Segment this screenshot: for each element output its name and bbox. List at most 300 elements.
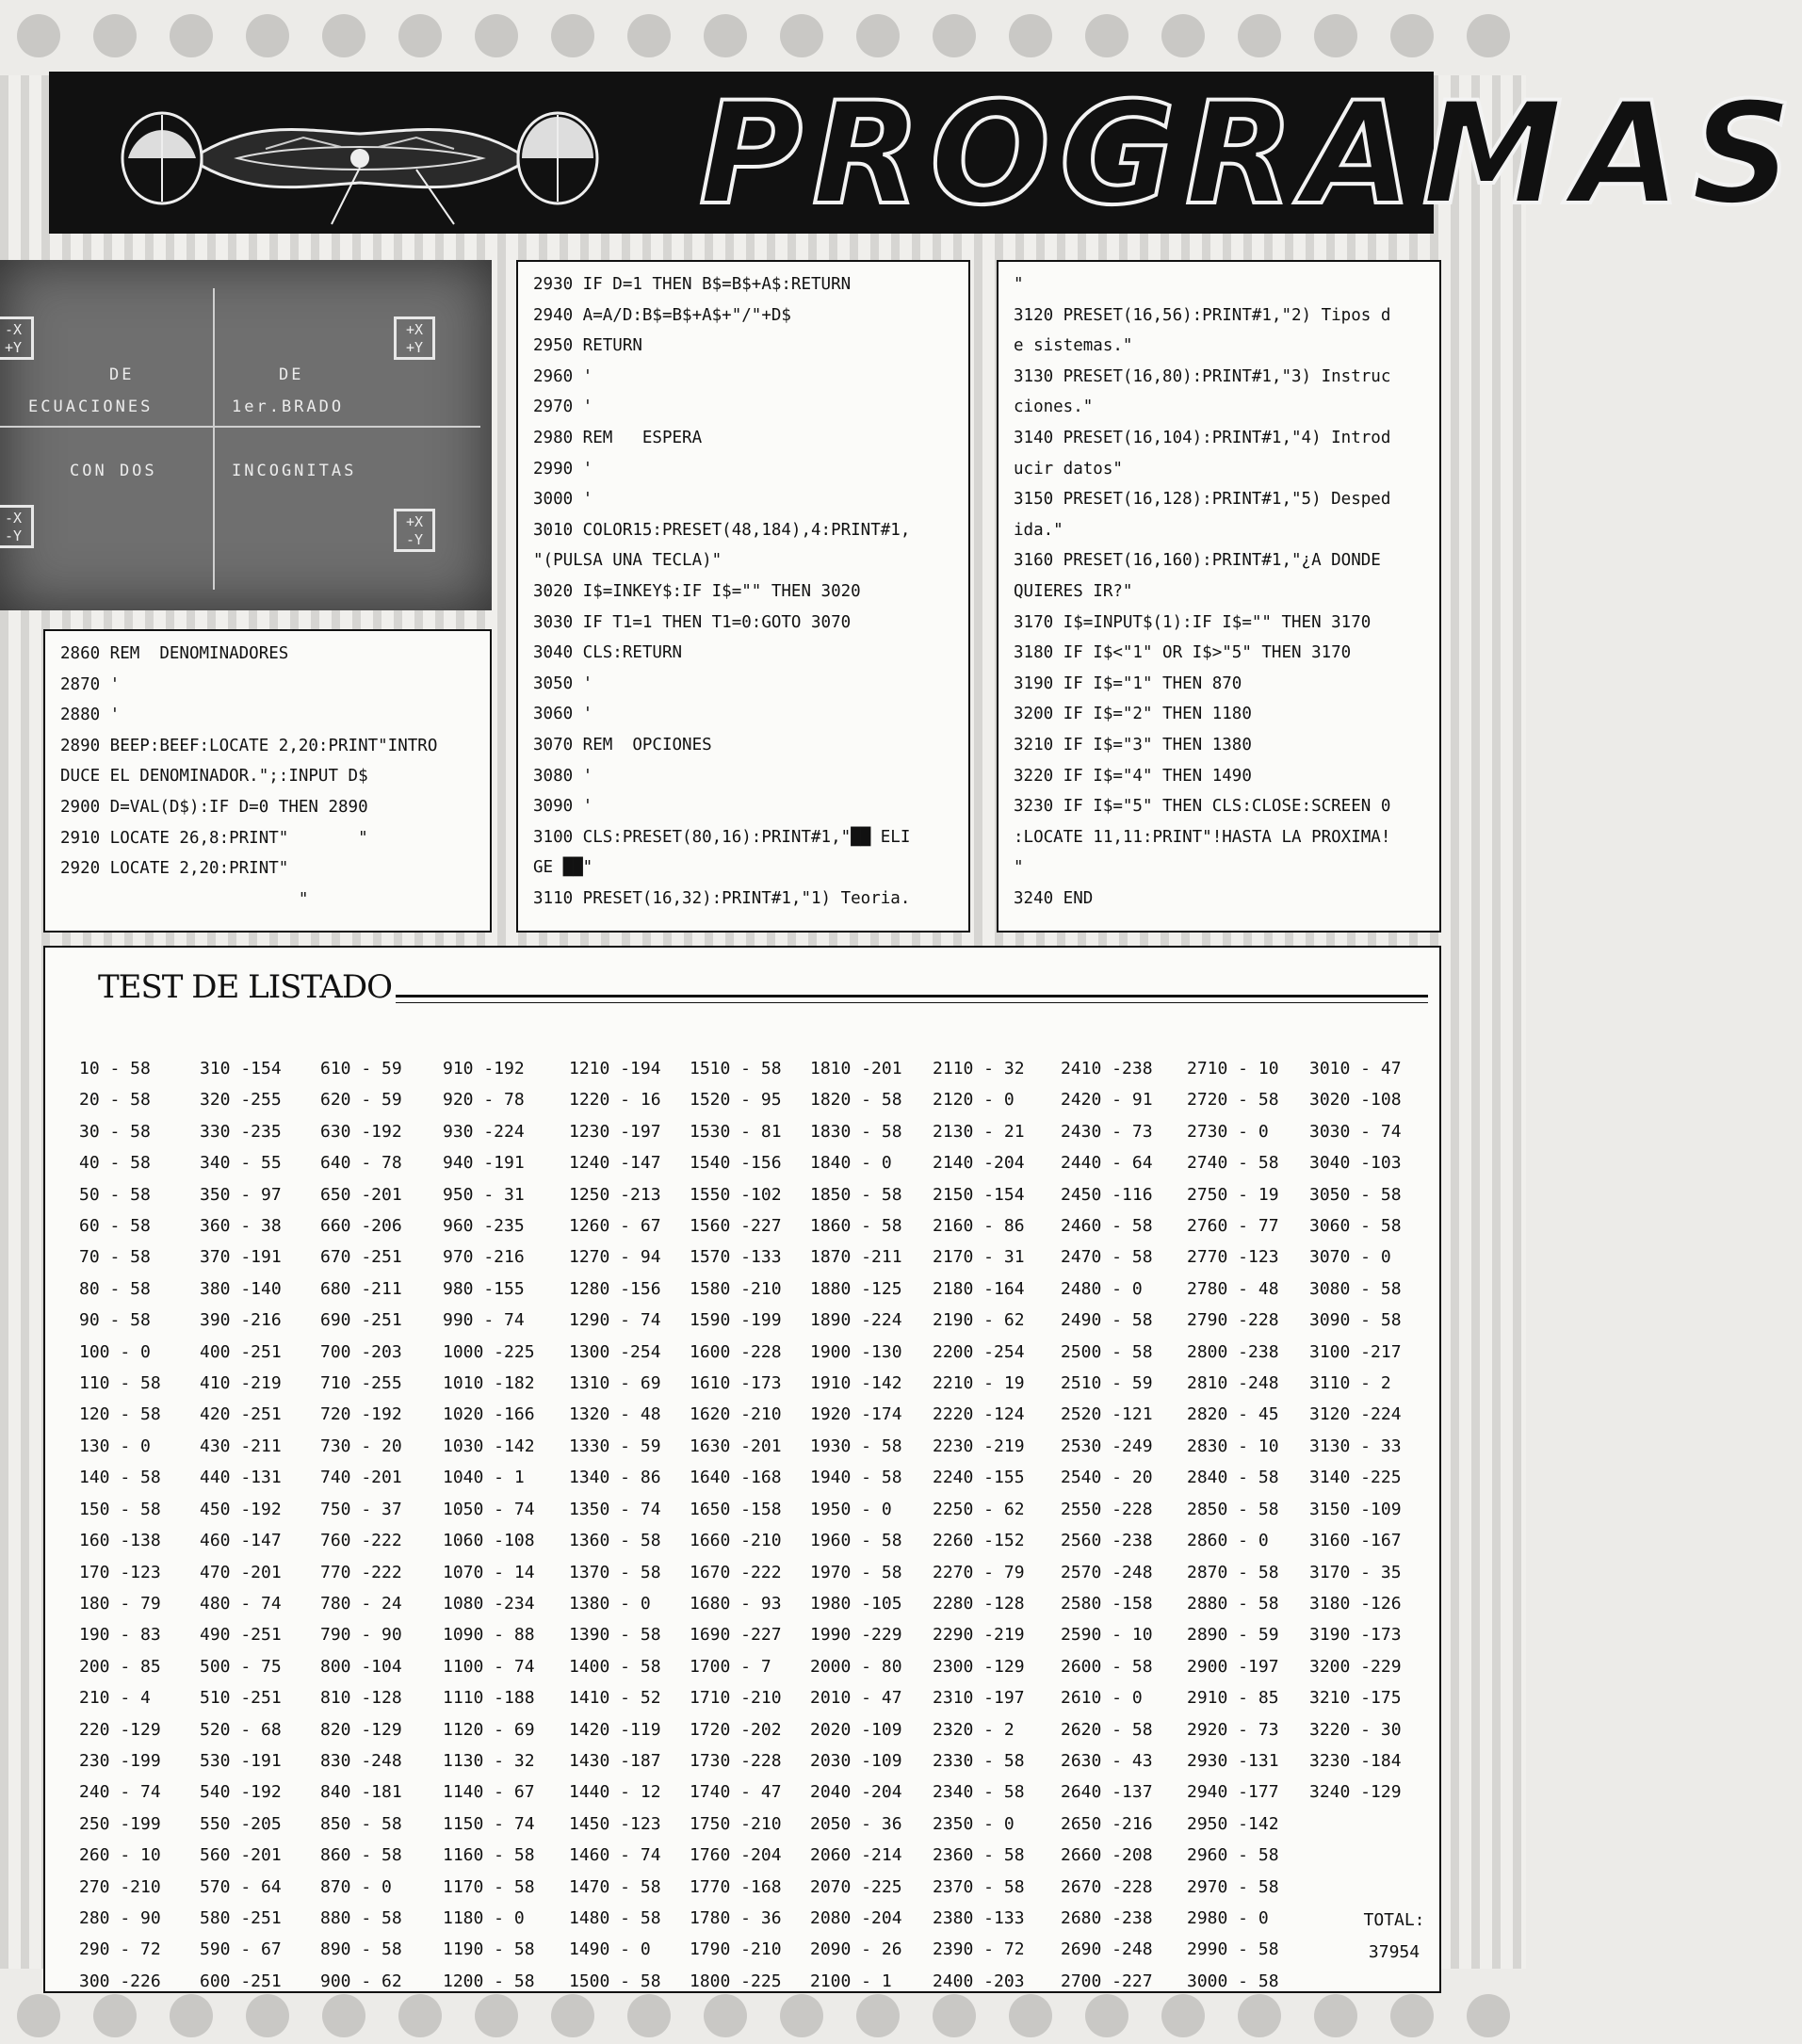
checksum-entry: 1400 - 58 bbox=[569, 1656, 661, 1677]
checksum-entry: 150 - 58 bbox=[79, 1499, 161, 1519]
checksum-entry: 1030 -142 bbox=[443, 1436, 535, 1456]
checksum-entry: 1570 -133 bbox=[690, 1247, 782, 1268]
checksum-entry: 850 - 58 bbox=[320, 1813, 402, 1834]
checksum-entry: 540 -192 bbox=[200, 1782, 282, 1803]
checksum-column bbox=[690, 1053, 818, 1997]
code-line: 3240 END bbox=[1014, 888, 1094, 908]
checksum-entry: 400 -251 bbox=[200, 1341, 282, 1362]
checksum-entry: 390 -216 bbox=[200, 1310, 282, 1331]
checksum-entry: 270 -210 bbox=[79, 1876, 161, 1897]
checksum-entry: 1970 - 58 bbox=[810, 1562, 902, 1582]
checksum-entry: 120 - 58 bbox=[79, 1404, 161, 1425]
code-line: 2950 RETURN bbox=[533, 336, 642, 356]
checksum-entry: 890 - 58 bbox=[320, 1939, 402, 1960]
checksum-entry: 690 -251 bbox=[320, 1310, 402, 1331]
checksum-entry: 1720 -202 bbox=[690, 1719, 782, 1740]
checksum-entry: 440 -131 bbox=[200, 1468, 282, 1488]
page-title: PROGRAMAS bbox=[699, 73, 1802, 236]
checksum-entry: 1090 - 88 bbox=[443, 1625, 535, 1646]
checksum-entry: 2870 - 58 bbox=[1187, 1562, 1279, 1582]
checksum-entry: 2370 - 58 bbox=[933, 1876, 1025, 1897]
code-line: 3070 REM OPCIONES bbox=[533, 735, 712, 754]
checksum-entry: 1370 - 58 bbox=[569, 1562, 661, 1582]
checksum-entry: 330 -235 bbox=[200, 1121, 282, 1142]
code-line: :LOCATE 11,11:PRINT"!HASTA LA PROXIMA! bbox=[1014, 827, 1391, 847]
code-line: 3220 IF I$="4" THEN 1490 bbox=[1014, 766, 1252, 786]
checksum-entry: 2930 -131 bbox=[1187, 1750, 1279, 1771]
code-line: 3190 IF I$="1" THEN 870 bbox=[1014, 673, 1242, 693]
checksum-entry: 920 - 78 bbox=[443, 1090, 525, 1111]
checksum-entry: 1700 - 7 bbox=[690, 1656, 771, 1677]
checksum-entry: 2490 - 58 bbox=[1061, 1310, 1153, 1331]
checksum-entry: 360 - 38 bbox=[200, 1216, 282, 1237]
checksum-entry: 1540 -156 bbox=[690, 1153, 782, 1174]
checksum-entry: 3230 -184 bbox=[1309, 1750, 1402, 1771]
checksum-entry: 3030 - 74 bbox=[1309, 1121, 1402, 1142]
checksum-column bbox=[200, 1053, 328, 1997]
checksum-entry: 410 -219 bbox=[200, 1373, 282, 1394]
code-line: DUCE EL DENOMINADOR.";:INPUT D$ bbox=[60, 767, 368, 787]
code-line: 2900 D=VAL(D$):IF D=0 THEN 2890 bbox=[60, 797, 368, 817]
checksum-entry: 2740 - 58 bbox=[1187, 1153, 1279, 1174]
checksum-entry: 1960 - 58 bbox=[810, 1531, 902, 1551]
checksum-entry: 2030 -109 bbox=[810, 1750, 902, 1771]
checksum-entry: 1330 - 59 bbox=[569, 1436, 661, 1456]
checksum-entry: 1070 - 14 bbox=[443, 1562, 535, 1582]
checksum-entry: 620 - 59 bbox=[320, 1090, 402, 1111]
checksum-entry: 1710 -210 bbox=[690, 1688, 782, 1709]
checksum-entry: 2090 - 26 bbox=[810, 1939, 902, 1960]
checksum-entry: 2380 -133 bbox=[933, 1907, 1025, 1928]
checksum-entry: 1410 - 52 bbox=[569, 1688, 661, 1709]
checksum-entry: 500 - 75 bbox=[200, 1656, 282, 1677]
checksum-entry: 280 - 90 bbox=[79, 1907, 161, 1928]
code-line: 3200 IF I$="2" THEN 1180 bbox=[1014, 705, 1252, 724]
checksum-entry: 3100 -217 bbox=[1309, 1341, 1402, 1362]
checksum-entry: 310 -154 bbox=[200, 1059, 282, 1079]
checksum-entry: 2230 -219 bbox=[933, 1436, 1025, 1456]
code-line: 3060 ' bbox=[533, 705, 593, 724]
checksum-entry: 1860 - 58 bbox=[810, 1216, 902, 1237]
checksum-entry: 2580 -158 bbox=[1061, 1593, 1153, 1614]
checksum-entry: 1950 - 0 bbox=[810, 1499, 892, 1519]
spaceship-logo-icon bbox=[115, 92, 605, 224]
checksum-entry: 3010 - 47 bbox=[1309, 1059, 1402, 1079]
checksum-entry: 1610 -173 bbox=[690, 1373, 782, 1394]
checksum-entry: 1800 -225 bbox=[690, 1971, 782, 1991]
checksum-entry: 2680 -238 bbox=[1061, 1907, 1153, 1928]
checksum-entry: 3020 -108 bbox=[1309, 1090, 1402, 1111]
checksum-entry: 3220 - 30 bbox=[1309, 1719, 1402, 1740]
checksum-entry: 2310 -197 bbox=[933, 1688, 1025, 1709]
checksum-entry: 1640 -168 bbox=[690, 1468, 782, 1488]
checksum-entry: 2010 - 47 bbox=[810, 1688, 902, 1709]
checksum-entry: 1990 -229 bbox=[810, 1625, 902, 1646]
checksum-entry: 2970 - 58 bbox=[1187, 1876, 1279, 1897]
checksum-entry: 1450 -123 bbox=[569, 1813, 661, 1834]
checksum-entry: 1020 -166 bbox=[443, 1404, 535, 1425]
checksum-entry: 2500 - 58 bbox=[1061, 1341, 1153, 1362]
code-line: GE ██" bbox=[533, 858, 593, 878]
total-value: 37954 bbox=[1368, 1942, 1420, 1962]
checksum-entry: 2960 - 58 bbox=[1187, 1845, 1279, 1866]
checksum-entry: 230 -199 bbox=[79, 1750, 161, 1771]
checksum-entry: 370 -191 bbox=[200, 1247, 282, 1268]
checksum-entry: 2330 - 58 bbox=[933, 1750, 1025, 1771]
code-line: 2930 IF D=1 THEN B$=B$+A$:RETURN bbox=[533, 275, 852, 294]
checksum-entry: 600 -251 bbox=[200, 1971, 282, 1991]
checksum-entry: 1390 - 58 bbox=[569, 1625, 661, 1646]
checksum-entry: 3110 - 2 bbox=[1309, 1373, 1391, 1394]
code-line: 2970 ' bbox=[533, 397, 593, 417]
checksum-entry: 650 -201 bbox=[320, 1184, 402, 1205]
checksum-entry: 1830 - 58 bbox=[810, 1121, 902, 1142]
checksum-entry: 3070 - 0 bbox=[1309, 1247, 1391, 1268]
checksum-entry: 1440 - 12 bbox=[569, 1782, 661, 1803]
checksum-entry: 2290 -219 bbox=[933, 1625, 1025, 1646]
checksum-entry: 2080 -204 bbox=[810, 1907, 902, 1928]
checksum-entry: 1660 -210 bbox=[690, 1531, 782, 1551]
checksum-column bbox=[933, 1053, 1061, 1997]
checksum-entry: 3090 - 58 bbox=[1309, 1310, 1402, 1331]
checksum-entry: 3150 -109 bbox=[1309, 1499, 1402, 1519]
code-line: 2870 ' bbox=[60, 674, 121, 694]
program-screenshot bbox=[0, 260, 492, 610]
code-line: 3110 PRESET(16,32):PRINT#1,"1) Teoria. bbox=[533, 888, 911, 908]
checksum-entry: 990 - 74 bbox=[443, 1310, 525, 1331]
checksum-entry: 2150 -154 bbox=[933, 1184, 1025, 1205]
checksum-entry: 1590 -199 bbox=[690, 1310, 782, 1331]
checksum-entry: 2560 -238 bbox=[1061, 1531, 1153, 1551]
checksum-entry: 430 -211 bbox=[200, 1436, 282, 1456]
checksum-entry: 3060 - 58 bbox=[1309, 1216, 1402, 1237]
checksum-entry: 2480 - 0 bbox=[1061, 1278, 1143, 1299]
checksum-column bbox=[443, 1053, 571, 1997]
checksum-entry: 1600 -228 bbox=[690, 1341, 782, 1362]
checksum-entry: 3180 -126 bbox=[1309, 1593, 1402, 1614]
code-line: 3020 I$=INKEY$:IF I$="" THEN 3020 bbox=[533, 581, 861, 601]
code-line: 3030 IF T1=1 THEN T1=0:GOTO 3070 bbox=[533, 612, 852, 632]
checksum-entry: 1250 -213 bbox=[569, 1184, 661, 1205]
checksum-entry: 170 -123 bbox=[79, 1562, 161, 1582]
checksum-entry: 680 -211 bbox=[320, 1278, 402, 1299]
code-line: "(PULSA UNA TECLA)" bbox=[533, 551, 722, 571]
checksum-entry: 1520 - 95 bbox=[690, 1090, 782, 1111]
checksum-entry: 970 -216 bbox=[443, 1247, 525, 1268]
checksum-entry: 2280 -128 bbox=[933, 1593, 1025, 1614]
code-line: 2920 LOCATE 2,20:PRINT" bbox=[60, 859, 289, 879]
checksum-entry: 2270 - 79 bbox=[933, 1562, 1025, 1582]
code-line: 2940 A=A/D:B$=B$+A$+"/"+D$ bbox=[533, 305, 791, 325]
checksum-entry: 2920 - 73 bbox=[1187, 1719, 1279, 1740]
checksum-entry: 780 - 24 bbox=[320, 1593, 402, 1614]
checksum-entry: 820 -129 bbox=[320, 1719, 402, 1740]
checksum-entry: 660 -206 bbox=[320, 1216, 402, 1237]
code-line: 3160 PRESET(16,160):PRINT#1,"¿A DONDE bbox=[1014, 551, 1381, 571]
checksum-entry: 1060 -108 bbox=[443, 1531, 535, 1551]
checksum-entry: 470 -201 bbox=[200, 1562, 282, 1582]
code-line: 2880 ' bbox=[60, 706, 121, 725]
checksum-entry: 2050 - 36 bbox=[810, 1813, 902, 1834]
checksum-entry: 940 -191 bbox=[443, 1153, 525, 1174]
punch-holes-top bbox=[0, 8, 1526, 64]
checksum-entry: 2840 - 58 bbox=[1187, 1468, 1279, 1488]
checksum-entry: 1630 -201 bbox=[690, 1436, 782, 1456]
checksum-entry: 860 - 58 bbox=[320, 1845, 402, 1866]
checksum-entry: 3210 -175 bbox=[1309, 1688, 1402, 1709]
code-line: 3080 ' bbox=[533, 766, 593, 786]
total-box bbox=[1356, 1905, 1432, 1969]
checksum-entry: 1690 -227 bbox=[690, 1625, 782, 1646]
checksum-column bbox=[1309, 1053, 1437, 1809]
checksum-entry: 2390 - 72 bbox=[933, 1939, 1025, 1960]
checksum-entry: 1150 - 74 bbox=[443, 1813, 535, 1834]
screen-label: ECUACIONES bbox=[28, 397, 154, 416]
code-line: " bbox=[1014, 275, 1024, 294]
checksum-entry: 1780 - 36 bbox=[690, 1907, 782, 1928]
total-label: TOTAL: bbox=[1363, 1910, 1425, 1930]
checksum-entry: 1430 -187 bbox=[569, 1750, 661, 1771]
checksum-entry: 3170 - 35 bbox=[1309, 1562, 1402, 1582]
checksum-entry: 1170 - 58 bbox=[443, 1876, 535, 1897]
checksum-entry: 2160 - 86 bbox=[933, 1216, 1025, 1237]
checksum-entry: 290 - 72 bbox=[79, 1939, 161, 1960]
checksum-entry: 2910 - 85 bbox=[1187, 1688, 1279, 1709]
checksum-entry: 840 -181 bbox=[320, 1782, 402, 1803]
checksum-entry: 1900 -130 bbox=[810, 1341, 902, 1362]
code-listing-3 bbox=[997, 260, 1441, 933]
checksum-entry: 110 - 58 bbox=[79, 1373, 161, 1394]
checksum-entry: 2940 -177 bbox=[1187, 1782, 1279, 1803]
checksum-entry: 960 -235 bbox=[443, 1216, 525, 1237]
checksum-entry: 1470 - 58 bbox=[569, 1876, 661, 1897]
checksum-entry: 1730 -228 bbox=[690, 1750, 782, 1771]
checksum-entry: 700 -203 bbox=[320, 1341, 402, 1362]
checksum-entry: 1820 - 58 bbox=[810, 1090, 902, 1111]
code-line: 2980 REM ESPERA bbox=[533, 428, 703, 447]
checksum-entry: 2460 - 58 bbox=[1061, 1216, 1153, 1237]
code-line: " bbox=[1014, 858, 1024, 878]
code-line: 3180 IF I$<"1" OR I$>"5" THEN 3170 bbox=[1014, 643, 1352, 663]
checksum-entry: 2610 - 0 bbox=[1061, 1688, 1143, 1709]
checksum-entry: 2830 - 10 bbox=[1187, 1436, 1279, 1456]
checksum-entry: 210 - 4 bbox=[79, 1688, 151, 1709]
checksum-entry: 1620 -210 bbox=[690, 1404, 782, 1425]
checksum-entry: 2260 -152 bbox=[933, 1531, 1025, 1551]
code-line: 3230 IF I$="5" THEN CLS:CLOSE:SCREEN 0 bbox=[1014, 797, 1391, 817]
checksum-entry: 930 -224 bbox=[443, 1121, 525, 1142]
checksum-entry: 3130 - 33 bbox=[1309, 1436, 1402, 1456]
checksum-entry: 2360 - 58 bbox=[933, 1845, 1025, 1866]
checksum-entry: 740 -201 bbox=[320, 1468, 402, 1488]
checksum-entry: 2020 -109 bbox=[810, 1719, 902, 1740]
code-line: 2910 LOCATE 26,8:PRINT" " bbox=[60, 828, 368, 848]
checksum-entry: 2130 - 21 bbox=[933, 1121, 1025, 1142]
xy-box-right-top: +X +Y bbox=[394, 316, 435, 360]
checksum-entry: 1770 -168 bbox=[690, 1876, 782, 1897]
checksum-entry: 2400 -203 bbox=[933, 1971, 1025, 1991]
checksum-entry: 480 - 74 bbox=[200, 1593, 282, 1614]
checksum-entry: 1840 - 0 bbox=[810, 1153, 892, 1174]
checksum-entry: 1850 - 58 bbox=[810, 1184, 902, 1205]
checksum-entry: 800 -104 bbox=[320, 1656, 402, 1677]
xy-box-right-bottom: +X -Y bbox=[394, 509, 435, 552]
checksum-column bbox=[1187, 1053, 1315, 1997]
checksum-entry: 1000 -225 bbox=[443, 1341, 535, 1362]
checksum-entry: 2100 - 1 bbox=[810, 1971, 892, 1991]
checksum-entry: 2750 - 19 bbox=[1187, 1184, 1279, 1205]
screen-label: INCOGNITAS bbox=[232, 462, 357, 480]
checksum-entry: 910 -192 bbox=[443, 1059, 525, 1079]
checksum-entry: 2550 -228 bbox=[1061, 1499, 1153, 1519]
code-line: " bbox=[60, 889, 309, 909]
checksum-entry: 1460 - 74 bbox=[569, 1845, 661, 1866]
checksum-column bbox=[569, 1053, 697, 1997]
checksum-entry: 2340 - 58 bbox=[933, 1782, 1025, 1803]
checksum-entry: 2000 - 80 bbox=[810, 1656, 902, 1677]
code-line: 3210 IF I$="3" THEN 1380 bbox=[1014, 735, 1252, 754]
checksum-entry: 870 - 0 bbox=[320, 1876, 392, 1897]
checksum-entry: 2220 -124 bbox=[933, 1404, 1025, 1425]
checksum-entry: 2540 - 20 bbox=[1061, 1468, 1153, 1488]
checksum-entry: 2710 - 10 bbox=[1187, 1059, 1279, 1079]
code-line: 2860 REM DENOMINADORES bbox=[60, 644, 289, 663]
code-line: 3000 ' bbox=[533, 490, 593, 510]
checksum-entry: 2900 -197 bbox=[1187, 1656, 1279, 1677]
screen-label: 1er.BRADO bbox=[232, 397, 345, 416]
checksum-entry: 3080 - 58 bbox=[1309, 1278, 1402, 1299]
checksum-column bbox=[320, 1053, 448, 1997]
code-line: ida." bbox=[1014, 520, 1063, 540]
checksum-entry: 2600 - 58 bbox=[1061, 1656, 1153, 1677]
code-line: 3150 PRESET(16,128):PRINT#1,"5) Desped bbox=[1014, 490, 1391, 510]
code-line: 2890 BEEP:BEEF:LOCATE 2,20:PRINT"INTRO bbox=[60, 736, 438, 755]
checksum-entry: 1810 -201 bbox=[810, 1059, 902, 1079]
code-line: e sistemas." bbox=[1014, 336, 1133, 356]
checksum-entry: 630 -192 bbox=[320, 1121, 402, 1142]
checksum-entry: 570 - 64 bbox=[200, 1876, 282, 1897]
checksum-entry: 880 - 58 bbox=[320, 1907, 402, 1928]
checksum-entry: 2880 - 58 bbox=[1187, 1593, 1279, 1614]
checksum-entry: 2620 - 58 bbox=[1061, 1719, 1153, 1740]
checksum-column bbox=[810, 1053, 938, 1997]
checksum-entry: 550 -205 bbox=[200, 1813, 282, 1834]
checksum-entry: 1050 - 74 bbox=[443, 1499, 535, 1519]
checksum-entry: 2200 -254 bbox=[933, 1341, 1025, 1362]
checksum-entry: 2520 -121 bbox=[1061, 1404, 1153, 1425]
checksum-entry: 50 - 58 bbox=[79, 1184, 151, 1205]
checksum-entry: 1790 -210 bbox=[690, 1939, 782, 1960]
checksum-entry: 2650 -216 bbox=[1061, 1813, 1153, 1834]
checksum-entry: 250 -199 bbox=[79, 1813, 161, 1834]
checksum-entry: 810 -128 bbox=[320, 1688, 402, 1709]
test-de-listado bbox=[43, 946, 1441, 1993]
screen-label: DE bbox=[109, 365, 135, 384]
code-line: 2960 ' bbox=[533, 366, 593, 386]
checksum-entry: 590 - 67 bbox=[200, 1939, 282, 1960]
checksum-entry: 2640 -137 bbox=[1061, 1782, 1153, 1803]
checksum-entry: 2070 -225 bbox=[810, 1876, 902, 1897]
xy-box-left-top: -X +Y bbox=[0, 316, 34, 360]
checksum-entry: 1140 - 67 bbox=[443, 1782, 535, 1803]
checksum-entry: 2950 -142 bbox=[1187, 1813, 1279, 1834]
checksum-entry: 2440 - 64 bbox=[1061, 1153, 1153, 1174]
checksum-entry: 1180 - 0 bbox=[443, 1907, 525, 1928]
checksum-entry: 1080 -234 bbox=[443, 1593, 535, 1614]
code-line: 2990 ' bbox=[533, 459, 593, 479]
checksum-entry: 450 -192 bbox=[200, 1499, 282, 1519]
code-line: QUIERES IR?" bbox=[1014, 581, 1133, 601]
checksum-entry: 220 -129 bbox=[79, 1719, 161, 1740]
checksum-entry: 300 -226 bbox=[79, 1971, 161, 1991]
checksum-entry: 1230 -197 bbox=[569, 1121, 661, 1142]
checksum-entry: 130 - 0 bbox=[79, 1436, 151, 1456]
checksum-entry: 2890 - 59 bbox=[1187, 1625, 1279, 1646]
checksum-entry: 1550 -102 bbox=[690, 1184, 782, 1205]
checksum-entry: 40 - 58 bbox=[79, 1153, 151, 1174]
checksum-entry: 10 - 58 bbox=[79, 1059, 151, 1079]
checksum-entry: 2810 -248 bbox=[1187, 1373, 1279, 1394]
checksum-entry: 2720 - 58 bbox=[1187, 1090, 1279, 1111]
checksum-entry: 2790 -228 bbox=[1187, 1310, 1279, 1331]
checksum-entry: 2670 -228 bbox=[1061, 1876, 1153, 1897]
checksum-entry: 3240 -129 bbox=[1309, 1782, 1402, 1803]
checksum-entry: 2660 -208 bbox=[1061, 1845, 1153, 1866]
checksum-entry: 3050 - 58 bbox=[1309, 1184, 1402, 1205]
code-listing-2 bbox=[516, 260, 970, 933]
checksum-entry: 1880 -125 bbox=[810, 1278, 902, 1299]
checksum-entry: 1200 - 58 bbox=[443, 1971, 535, 1991]
checksum-entry: 2700 -227 bbox=[1061, 1971, 1153, 1991]
checksum-entry: 2770 -123 bbox=[1187, 1247, 1279, 1268]
checksum-entry: 1160 - 58 bbox=[443, 1845, 535, 1866]
checksum-entry: 3160 -167 bbox=[1309, 1531, 1402, 1551]
checksum-entry: 2320 - 2 bbox=[933, 1719, 1015, 1740]
checksum-entry: 2980 - 0 bbox=[1187, 1907, 1269, 1928]
checksum-entry: 260 - 10 bbox=[79, 1845, 161, 1866]
checksum-entry: 490 -251 bbox=[200, 1625, 282, 1646]
punch-holes-bottom bbox=[0, 1987, 1526, 2044]
checksum-entry: 1530 - 81 bbox=[690, 1121, 782, 1142]
checksum-entry: 1310 - 69 bbox=[569, 1373, 661, 1394]
checksum-entry: 2350 - 0 bbox=[933, 1813, 1015, 1834]
checksum-entry: 1940 - 58 bbox=[810, 1468, 902, 1488]
checksum-entry: 140 - 58 bbox=[79, 1468, 161, 1488]
checksum-entry: 1360 - 58 bbox=[569, 1531, 661, 1551]
checksum-entry: 1010 -182 bbox=[443, 1373, 535, 1394]
test-title: TEST DE LISTADO bbox=[98, 968, 396, 1006]
checksum-entry: 2730 - 0 bbox=[1187, 1121, 1269, 1142]
checksum-entry: 1420 -119 bbox=[569, 1719, 661, 1740]
code-line: 3100 CLS:PRESET(80,16):PRINT#1,"██ ELI bbox=[533, 827, 911, 847]
checksum-entry: 790 - 90 bbox=[320, 1625, 402, 1646]
checksum-entry: 1190 - 58 bbox=[443, 1939, 535, 1960]
checksum-entry: 2990 - 58 bbox=[1187, 1939, 1279, 1960]
checksum-entry: 1260 - 67 bbox=[569, 1216, 661, 1237]
checksum-entry: 1480 - 58 bbox=[569, 1907, 661, 1928]
checksum-entry: 420 -251 bbox=[200, 1404, 282, 1425]
checksum-entry: 160 -138 bbox=[79, 1531, 161, 1551]
checksum-entry: 1750 -210 bbox=[690, 1813, 782, 1834]
code-line: 3040 CLS:RETURN bbox=[533, 643, 683, 663]
checksum-entry: 560 -201 bbox=[200, 1845, 282, 1866]
checksum-entry: 2210 - 19 bbox=[933, 1373, 1025, 1394]
checksum-entry: 460 -147 bbox=[200, 1531, 282, 1551]
checksum-entry: 2570 -248 bbox=[1061, 1562, 1153, 1582]
checksum-entry: 2690 -248 bbox=[1061, 1939, 1153, 1960]
checksum-entry: 770 -222 bbox=[320, 1562, 402, 1582]
checksum-entry: 950 - 31 bbox=[443, 1184, 525, 1205]
